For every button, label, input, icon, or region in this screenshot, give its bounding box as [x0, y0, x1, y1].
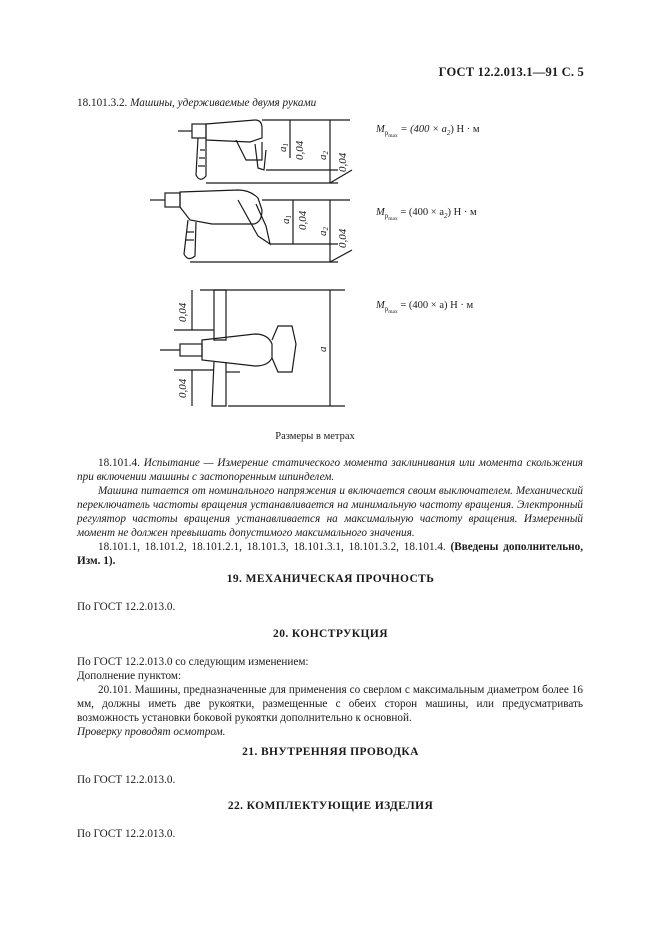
section20-line2: Дополнение пунктом: [77, 670, 182, 682]
label-a2-1: a2 [317, 151, 330, 160]
amendment: (Введены дополнительно, Изм. 1). [77, 541, 583, 567]
para-20-101: 20.101. Машины, предназначенные для применения со сверлом с максимальным диаметром более 16 мм, должны иметь две рукоятки, размещенные с обеих сторон машины, или предусматривать возможность установки боковой рукоятки дополнительно к основной. [77, 684, 583, 724]
heading-22: 22. КОМПЛЕКТУЮЩИЕ ИЗДЕЛИЯ [227, 800, 434, 812]
caption-number: 18.101.3.2. [77, 97, 128, 109]
test-text: — Измерение статического момента заклинивания или момента скольжения при включении машины с застопоренным шпинделем. [77, 457, 583, 483]
dimensions-note: Размеры в метрах [275, 431, 355, 442]
section22-text: По ГОСТ 12.2.013.0. [77, 828, 176, 840]
caption-title: Машины, удерживаемые двумя руками [130, 97, 317, 109]
test-label: Испытание [143, 457, 200, 469]
formula-1: $M_{p_{max}} = (400 \times a_2) Н \cdot м$ [376, 124, 480, 139]
machines-figure [0, 0, 661, 440]
label-a2-2: a2 [317, 227, 330, 236]
machine-2-drawing [150, 190, 352, 262]
section19-text: По ГОСТ 12.2.013.0. [77, 601, 176, 613]
label-dim-4: 0,04 [337, 228, 349, 248]
section20-line1: По ГОСТ 12.2.013.0 со следующим изменением: [77, 656, 309, 668]
label-a1-2: a1 [280, 215, 293, 224]
heading-20: 20. КОНСТРУКЦИЯ [273, 628, 388, 640]
label-a1-1: a1 [277, 143, 290, 152]
section20-para [77, 683, 583, 739]
label-dim-3: 0,04 [297, 210, 309, 230]
check-note: Проверку проводят осмотром. [77, 726, 226, 738]
heading-21: 21. ВНУТРЕННЯЯ ПРОВОДКА [242, 746, 419, 758]
para-18-101-4 [77, 456, 583, 568]
label-dim-5: 0,04 [177, 302, 189, 322]
test-conditions: Машина питается от номинального напряжения и включается своим выключателем. Механический переключатель частоты вращения устанавливается на минимальную частоту вращения. Электронный регулятор частоты вращения устанавливается на максимальную частоту вращения. Измеренный момент не должен превышать допустимого максимального значения. [77, 485, 583, 539]
page-header: ГОСТ 12.2.013.1—91 С. 5 [438, 65, 584, 79]
refs: 18.101.1, 18.101.2, 18.101.2.1, 18.101.3, 18.101.3.1, 18.101.3.2, 18.101.4. [98, 541, 446, 553]
label-dim-2: 0,04 [337, 152, 349, 172]
section21-text: По ГОСТ 12.2.013.0. [77, 774, 176, 786]
label-dim-6: 0,04 [177, 378, 189, 398]
heading-19: 19. МЕХАНИЧЕСКАЯ ПРОЧНОСТЬ [226, 573, 435, 585]
label-a: a [317, 346, 329, 352]
label-dim-1: 0,04 [294, 140, 306, 160]
para-number: 18.101.4. [98, 457, 140, 469]
formula-2: $M_{p_{max}} = (400 \times a_2) Н \cdot м$ [376, 207, 477, 222]
formula-3: $M_{p_{max}} = (400 \times a) Н \cdot м$ [376, 300, 474, 315]
